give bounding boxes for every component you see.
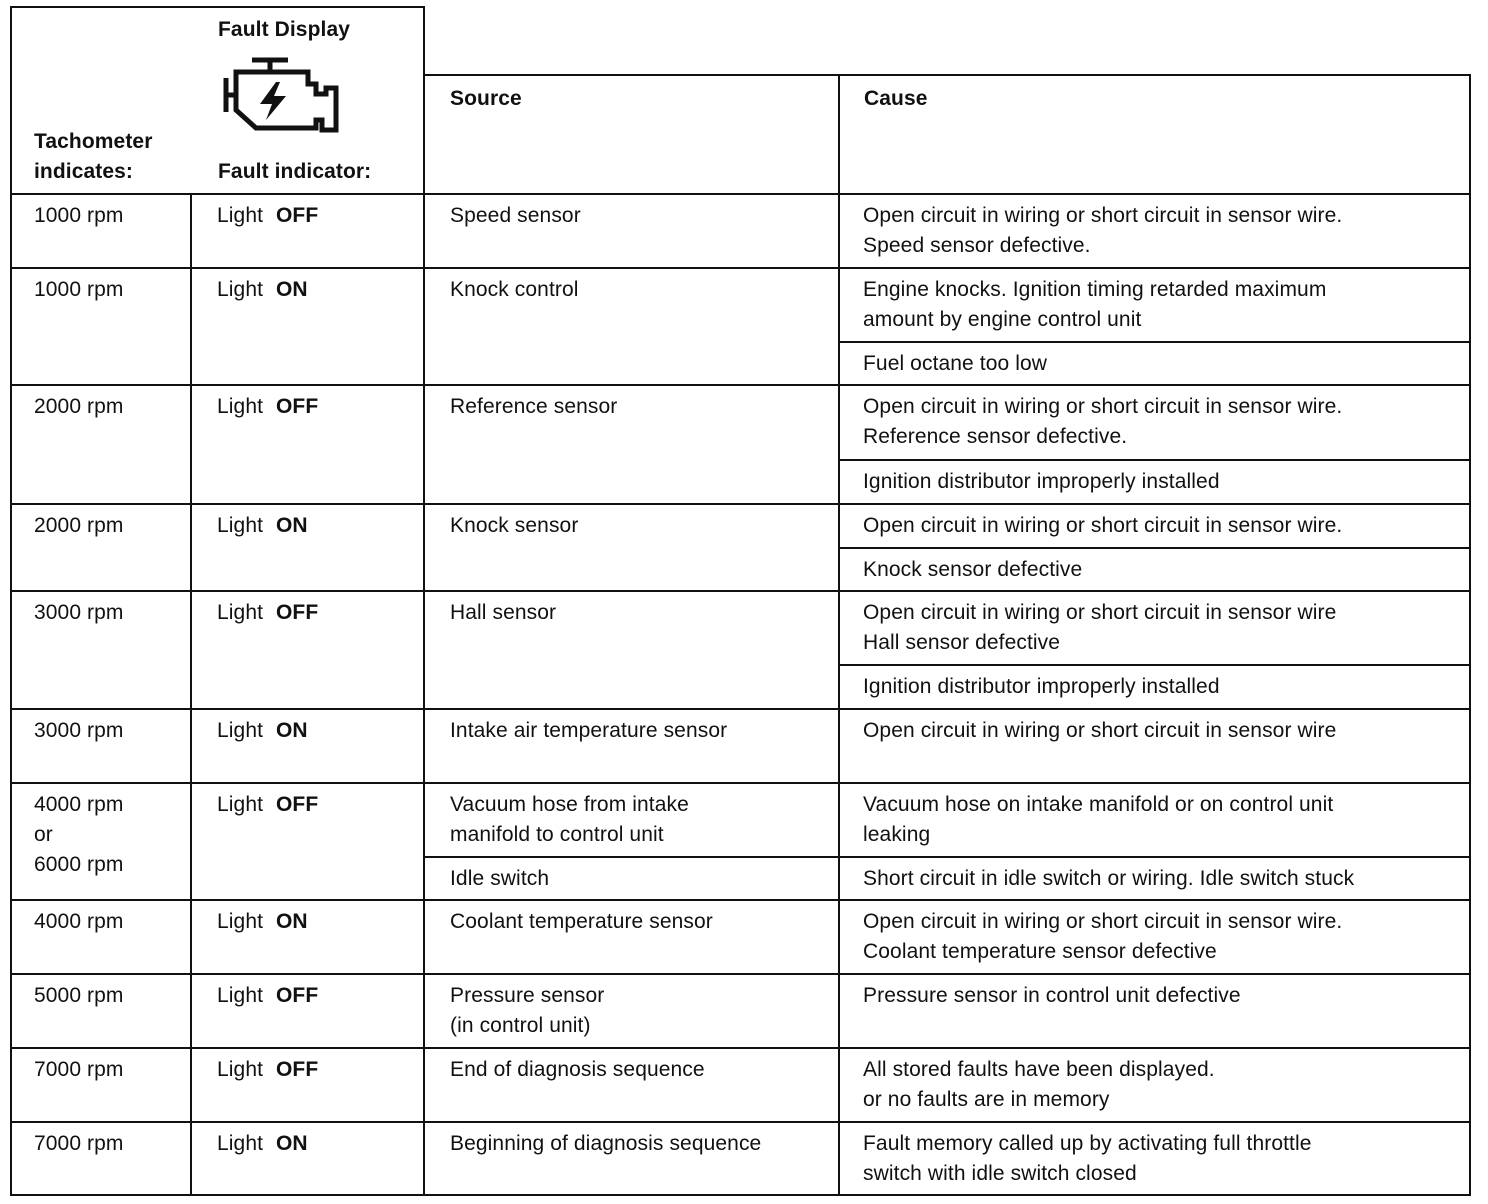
cause-text: Open circuit in wiring or short circuit in sensor wire.: [863, 910, 1343, 933]
fault-indicator-state: ON: [276, 910, 308, 933]
cause-subrow-divider: [838, 547, 1471, 549]
fault-indicator-label: Light: [217, 601, 264, 624]
fault-indicator-state: ON: [276, 1132, 308, 1155]
row-divider: [10, 973, 1471, 975]
tachometer-value: 4000 rpm: [34, 793, 124, 816]
source-text: Knock control: [450, 278, 579, 301]
cause-text: Open circuit in wiring or short circuit in sensor wire: [863, 719, 1337, 742]
cause-text: Engine knocks. Ignition timing retarded maximum: [863, 278, 1327, 301]
tachometer-value: 5000 rpm: [34, 984, 124, 1007]
fault-indicator-label: Light: [217, 719, 264, 742]
fault-indicator-label: Light: [217, 1058, 264, 1081]
source-text: Idle switch: [450, 867, 550, 890]
check-engine-icon: [214, 54, 344, 138]
source-text: manifold to control unit: [450, 823, 664, 846]
fault-indicator-label: Light: [217, 395, 264, 418]
cause-subrow-divider: [838, 341, 1471, 343]
tachometer-heading: Tachometer: [34, 130, 153, 153]
header-top-border: [10, 6, 425, 8]
cause-text: All stored faults have been displayed.: [863, 1058, 1215, 1081]
fault-indicator-label: Light: [217, 278, 264, 301]
tachometer-value: 3000 rpm: [34, 601, 124, 624]
cause-text: Knock sensor defective: [863, 558, 1083, 581]
fault-indicator-state: OFF: [276, 601, 319, 624]
cause-text: Fuel octane too low: [863, 352, 1048, 375]
row-divider: [10, 899, 1471, 901]
header-source-cause-top-border: [423, 74, 1471, 76]
source-subrow-divider: [423, 856, 840, 858]
source-text: Vacuum hose from intake: [450, 793, 689, 816]
cause-text: Vacuum hose on intake manifold or on control unit: [863, 793, 1334, 816]
source-text: Coolant temperature sensor: [450, 910, 713, 933]
tachometer-value: 3000 rpm: [34, 719, 124, 742]
cause-heading: Cause: [864, 87, 928, 110]
fault-indicator-label: Light: [217, 793, 264, 816]
cause-text: Open circuit in wiring or short circuit in sensor wire.: [863, 514, 1343, 537]
cause-text: switch with idle switch closed: [863, 1162, 1137, 1185]
cause-subrow-divider: [838, 459, 1471, 461]
source-text: Intake air temperature sensor: [450, 719, 728, 742]
column-divider-source: [423, 6, 425, 1196]
row-divider: [10, 267, 1471, 269]
table-left-border: [10, 6, 12, 1196]
row-divider: [10, 193, 1471, 195]
cause-text: Fault memory called up by activating full throttle: [863, 1132, 1312, 1155]
source-text: Hall sensor: [450, 601, 557, 624]
cause-text: Reference sensor defective.: [863, 425, 1128, 448]
cause-text: Open circuit in wiring or short circuit in sensor wire.: [863, 395, 1343, 418]
tachometer-value: 6000 rpm: [34, 853, 124, 876]
tachometer-value: 7000 rpm: [34, 1132, 124, 1155]
row-divider: [10, 1121, 1471, 1123]
fault-indicator-label: Light: [217, 204, 264, 227]
tachometer-value: 2000 rpm: [34, 514, 124, 537]
tachometer-value: 1000 rpm: [34, 278, 124, 301]
tachometer-value: or: [34, 823, 53, 846]
cause-text: Open circuit in wiring or short circuit in sensor wire.: [863, 204, 1343, 227]
source-heading: Source: [450, 87, 522, 110]
row-divider: [10, 384, 1471, 386]
cause-subrow-divider: [838, 664, 1471, 666]
fault-indicator-state: OFF: [276, 1058, 319, 1081]
source-text: Speed sensor: [450, 204, 581, 227]
cause-text: Speed sensor defective.: [863, 234, 1091, 257]
column-divider-light: [190, 193, 192, 1196]
source-text: Knock sensor: [450, 514, 579, 537]
source-text: (in control unit): [450, 1014, 591, 1037]
row-divider: [10, 1047, 1471, 1049]
cause-text: leaking: [863, 823, 931, 846]
fault-indicator-state: OFF: [276, 395, 319, 418]
table-bottom-border: [10, 1194, 1471, 1196]
cause-text: Ignition distributor improperly installed: [863, 470, 1220, 493]
column-divider-cause: [838, 74, 840, 1196]
row-divider: [10, 782, 1471, 784]
fault-indicator-state: ON: [276, 278, 308, 301]
cause-text: Coolant temperature sensor defective: [863, 940, 1217, 963]
cause-text: Pressure sensor in control unit defective: [863, 984, 1241, 1007]
fault-indicator-label: Light: [217, 514, 264, 537]
cause-text: Open circuit in wiring or short circuit in sensor wire: [863, 601, 1337, 624]
tachometer-value: 2000 rpm: [34, 395, 124, 418]
fault-indicator-state: OFF: [276, 984, 319, 1007]
source-text: End of diagnosis sequence: [450, 1058, 705, 1081]
fault-indicator-state: ON: [276, 514, 308, 537]
tachometer-heading-indicates: indicates:: [34, 160, 134, 183]
source-text: Reference sensor: [450, 395, 618, 418]
fault-indicator-state: ON: [276, 719, 308, 742]
table-right-border: [1469, 74, 1471, 1196]
row-divider: [10, 708, 1471, 710]
cause-text: Hall sensor defective: [863, 631, 1061, 654]
fault-indicator-label: Light: [217, 1132, 264, 1155]
fault-indicator-state: OFF: [276, 793, 319, 816]
cause-text: Short circuit in idle switch or wiring. Idle switch stuck: [863, 867, 1355, 890]
source-text: Beginning of diagnosis sequence: [450, 1132, 762, 1155]
fault-indicator-state: OFF: [276, 204, 319, 227]
cause-text: Ignition distributor improperly installed: [863, 675, 1220, 698]
cause-text: or no faults are in memory: [863, 1088, 1110, 1111]
source-text: Pressure sensor: [450, 984, 605, 1007]
tachometer-value: 4000 rpm: [34, 910, 124, 933]
cause-subrow-divider: [838, 856, 1471, 858]
fault-display-heading: Fault Display: [218, 18, 350, 41]
row-divider: [10, 590, 1471, 592]
fault-indicator-label: Light: [217, 910, 264, 933]
tachometer-value: 7000 rpm: [34, 1058, 124, 1081]
row-divider: [10, 503, 1471, 505]
fault-indicator-heading: Fault indicator:: [218, 160, 372, 183]
fault-indicator-label: Light: [217, 984, 264, 1007]
cause-text: amount by engine control unit: [863, 308, 1142, 331]
tachometer-value: 1000 rpm: [34, 204, 124, 227]
